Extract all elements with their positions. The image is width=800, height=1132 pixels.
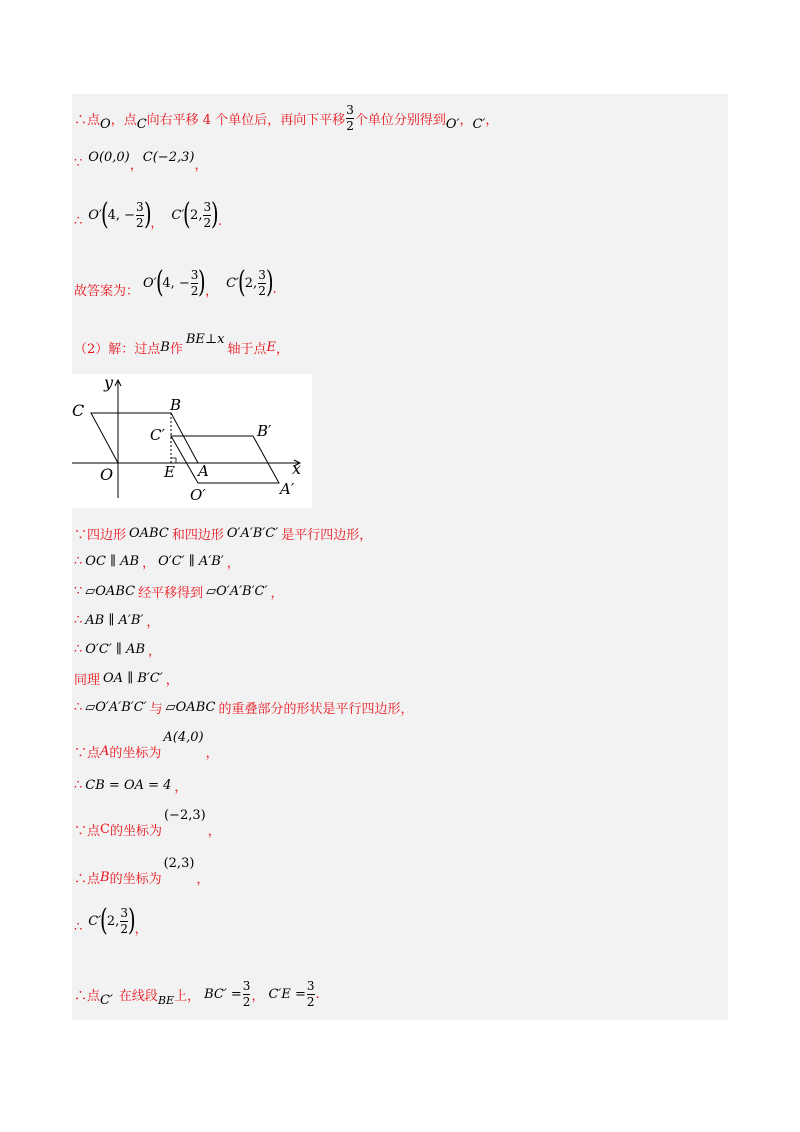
line-12: [74, 698, 413, 717]
text: 与: [149, 702, 163, 717]
text: ∵: [74, 156, 83, 171]
text: ∴: [74, 613, 83, 628]
text: ，: [270, 586, 284, 601]
line-16: [74, 856, 210, 887]
math-expr: O′C′ ∥ A′B′: [158, 554, 224, 569]
line-10: [74, 640, 161, 659]
line-13: [74, 730, 219, 761]
text: 向右平移 4 个单位后，再向下平移: [146, 112, 346, 128]
label-x: x: [292, 459, 302, 478]
text: ，: [207, 824, 221, 839]
point-b: B: [100, 870, 110, 885]
line-15: [74, 808, 221, 839]
text: ，: [251, 988, 265, 1004]
line-4: 故答案为： O′ ( 4, − $\frac{3}{2}$ ) ， C′ ( 2, $\frac{3}{2}$ ) .: [74, 265, 277, 300]
text: 作: [169, 342, 183, 357]
point-a: A: [100, 744, 110, 759]
point-c-prime: C′: [226, 275, 240, 291]
text: ，: [146, 615, 160, 630]
text: ∴点: [74, 988, 101, 1004]
point-c-prime: C′: [472, 116, 486, 132]
text: 的坐标为: [109, 824, 162, 839]
point-o-prime: O′: [88, 207, 102, 223]
label-o: O: [100, 465, 114, 484]
label-a-prime: A′: [280, 480, 295, 498]
text: ，: [459, 112, 473, 128]
text: ，: [148, 644, 162, 659]
line-17: ∴ C′ ( 2, $\frac{3}{2}$ ) ，: [74, 903, 148, 938]
text: ∴点: [74, 112, 101, 128]
text: 和四边形: [171, 528, 224, 543]
math-expr: ▱O′A′B′C′: [206, 584, 268, 599]
line-8: [74, 582, 283, 601]
line-14: [74, 776, 187, 795]
text: ，: [275, 342, 289, 357]
text: 的重叠部分的形状是平行四边形，: [218, 702, 414, 717]
line-11: [74, 669, 179, 688]
text: 个单位分别得到: [354, 112, 446, 128]
text: ，: [165, 673, 179, 688]
point-c-prime: C′: [88, 913, 102, 929]
text: 轴于点: [227, 342, 267, 357]
math-expr: OC ∥ AB: [85, 554, 140, 569]
geometry-figure: [72, 374, 312, 508]
math-expr: (−2,3): [163, 808, 206, 823]
text: ∴: [74, 554, 83, 569]
line-1: [74, 104, 498, 132]
text: ∵: [74, 584, 83, 599]
point-b: B: [160, 340, 170, 355]
math-expr: AB ∥ A′B′: [85, 613, 144, 628]
line-18: ∴点 C′ 在线段 BE 上， BC′ = $\frac{3}{2}$ ， C′E = $\frac{3}{2}$ .: [74, 979, 320, 1009]
line-9: [74, 611, 159, 630]
text: ，: [142, 556, 156, 571]
text: ∴: [74, 778, 83, 793]
text: .: [315, 986, 320, 1002]
text: ，: [485, 112, 499, 128]
text: ，: [205, 746, 219, 761]
parallelogram-diagram: [72, 374, 312, 508]
math-expr: O′C′ ∥ AB: [85, 642, 145, 657]
label-y: y: [104, 374, 114, 392]
text: ，: [129, 158, 143, 173]
label-e: E: [164, 463, 175, 481]
line-6: [74, 524, 372, 543]
text: 同理: [74, 673, 101, 688]
text: 上，: [174, 988, 201, 1004]
line-2: [74, 148, 208, 173]
text: ∴点: [74, 872, 101, 887]
text: 故答案为：: [74, 283, 140, 299]
math-expr: O(0,0): [88, 150, 130, 165]
fraction: $\frac{3}{2}$: [346, 103, 354, 133]
text: ∵点: [74, 824, 101, 839]
point-c-prime: C′: [171, 207, 185, 223]
text: ∵点: [74, 746, 101, 761]
math-expr: O′A′B′C′: [226, 526, 279, 541]
label-c-prime: C′: [150, 426, 165, 444]
point-o-prime: O′: [143, 275, 157, 291]
text: 的坐标为: [109, 746, 162, 761]
text: 经平移得到: [138, 586, 204, 601]
text: （2）解：过点: [74, 342, 161, 357]
line-5: [74, 332, 289, 357]
segment-be: BE: [157, 993, 175, 1007]
math-expr: BC′ =: [204, 986, 242, 1002]
label-b-prime: B′: [257, 422, 272, 440]
math-expr: ▱OABC: [165, 700, 216, 715]
label-a: A: [198, 462, 209, 480]
text: 在线段: [118, 988, 158, 1004]
point-c: C: [100, 822, 110, 837]
math-expr: ▱O′A′B′C′: [85, 700, 147, 715]
math-expr: ▱OABC: [85, 584, 136, 599]
label-o-prime: O′: [190, 486, 206, 504]
math-expr: A(4,0): [163, 730, 204, 745]
text: ，: [196, 872, 210, 887]
text: ，: [226, 556, 240, 571]
math-expr: CB = OA = 4: [85, 778, 172, 793]
text: ，点: [110, 112, 137, 128]
math-expr: BE⊥x: [185, 332, 225, 347]
math-expr: OA ∥ B′C′: [103, 671, 163, 686]
line-7: [74, 552, 240, 571]
text: ，: [174, 780, 188, 795]
math-expr: (2,3): [163, 856, 195, 871]
point-c: C: [136, 116, 147, 132]
point-o-prime: O′: [445, 116, 460, 132]
text: ∴: [74, 700, 83, 715]
text: ，: [194, 158, 208, 173]
label-b: B: [170, 396, 182, 414]
math-expr: C(−2,3): [142, 150, 195, 165]
text: ∴: [74, 213, 83, 229]
point-o: O: [100, 116, 111, 132]
label-c: C: [72, 401, 85, 420]
text: ∵四边形: [74, 528, 127, 543]
text: ∴: [74, 919, 83, 935]
text: ∴: [74, 642, 83, 657]
math-expr: OABC: [129, 526, 169, 541]
math-expr: C′E =: [268, 986, 306, 1002]
text: 的坐标为: [109, 872, 162, 887]
point-c-prime: C′: [100, 992, 113, 1008]
point-e: E: [266, 340, 276, 355]
line-3: ∴ O′ ( 4, − $\frac{3}{2}$ ) ， C′ ( 2, $\frac{3}{2}$ ) .: [74, 197, 222, 232]
text: 是平行四边形，: [281, 528, 373, 543]
